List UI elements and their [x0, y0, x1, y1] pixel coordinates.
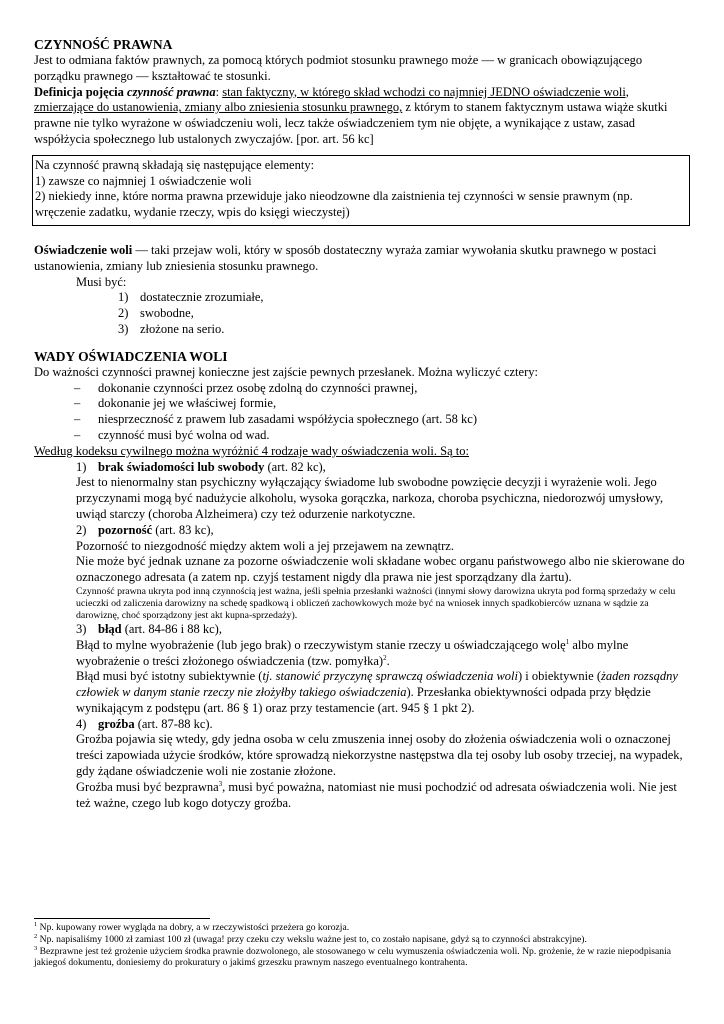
footnote: $^3$ Bezprawne jest też grożenie użyciem środka prawnie dozwolonego, ale stosowanego w celu wymuszenia oświadczenia woli. Np. grożenie, że w razie niepodpisania jakiegoś dokumentu, doniesiemy do prokuratury o jakimś grzeszku prawnym naszego eventualnego kontrahenta. — [34, 944, 671, 969]
list-item: – dokonanie czynności przez osobę zdolną do czynności prawnej, — [74, 380, 418, 395]
definition-term: czynność prawna — [127, 84, 216, 99]
list-item: 2) swobodne, — [118, 306, 194, 321]
list-item: – dokonanie jej we właściwej formie, — [74, 396, 277, 411]
footnotes — [34, 922, 684, 969]
list-item: 3) złożone na serio. — [118, 321, 225, 336]
defect-text: Nie może być jednak uznane za pozorne oświadczenie woli składane wobec organu państwowego albo nie skierowane do oznaczonego adresata (a zatem np. czyjś testament nigdy dla prawa nie jest sporządzany dla żartu). — [76, 554, 685, 585]
document-page — [34, 36, 690, 811]
footnote-ref: 3 — [218, 779, 223, 788]
elements-box: Na czynność prawną składają się następujące elementy: 1) zawsze co najmniej 1 oświadczenie woli 2) niekiedy inne, które norma prawna przewiduje jako nieodzowne dla zaistnienia tej czynności w sensie prawnym (np. wręczenie zadatku, wydanie rzeczy, wpis do księgi wieczystej) — [32, 155, 690, 226]
defect-heading: 3) błąd (art. 84-86 i 88 kc), — [76, 621, 222, 636]
definition-label: Definicja pojęcia — [34, 84, 128, 99]
list-item: 1) dostatecznie zrozumiałe, — [118, 290, 264, 305]
defect-heading: 2) pozorność (art. 83 kc), — [76, 522, 214, 537]
defect-text: Groźba musi być bezprawna$^3$, musi być poważna, natomiast nie musi pochodzić od adresata oświadczenia woli. Nie jest też ważne, czego lub kogo dotyczy groźba. — [76, 779, 677, 810]
definition-underlined: stan faktyczny, w którego skład wchodzi co najmniej JEDNO oświadczenie woli, zmierzające do ustanowienia, zmiany albo zniesienia stosunku prawnego, — [34, 84, 629, 115]
conditions-list — [34, 381, 690, 444]
footnote-ref: 1 — [565, 637, 570, 646]
label: Musi być: — [76, 274, 127, 289]
defect-heading: 4) groźba (art. 87-88 kc). — [76, 716, 213, 731]
footnote-separator — [34, 918, 210, 919]
footnote-ref: 2 — [383, 653, 387, 662]
definition-paragraph: Definicja pojęcia czynność prawna: stan faktyczny, w którego skład wchodzi co najmniej JEDNO oświadczenie woli, zmierzające do ustanowienia, zmiany albo zniesienia stosunku prawnego, z którym to stanem faktycznym ustawa wiąże skutki prawne nie tylko wyrażone w oświadczeniu woli, lecz także oświadczeniem tym nie objęte, a wynikające z ustaw, zasad współżycia społecznego lub ustalonych zwyczajów. [por. art. 56 kc] — [34, 84, 668, 146]
defect-text: Błąd musi być istotny subiektywnie (tj. stanowić przyczynę sprawczą oświadczenia woli) i obiektywnie (żaden rozsądny człowiek w danym stanie rzeczy nie złożyłby takiego oświadczenia). Przesłanka obiektywności odpada przy błędzie wynikającym z podstępu (art. 86 § 1) oraz przy testamencie (art. 945 § 1 pkt 2). — [76, 669, 678, 715]
paragraph: Według kodeksu cywilnego można wyróżnić 4 rodzaje wady oświadczenia woli. Są to: — [34, 443, 469, 458]
defect-text: Jest to nienormalny stan psychiczny wyłączający świadome lub swobodne powzięcie decyzji i wyrażenie woli. Jego przyczynami mogą być nadużycie alkoholu, wysoka gorączka, narkoza, choroba psychiczna, niedorozwój umysłowy, uwiąd starczy (choroba Alzheimera) czy też odurzenie narkotyczne. — [76, 475, 664, 521]
footnote: $^1$ Np. kupowany rower wygląda na dobry, a w rzeczywistości przeżera go korozja. — [34, 920, 350, 933]
term: Oświadczenie woli — [34, 242, 133, 257]
paragraph: Jest to odmiana faktów prawnych, za pomocą których podmiot stosunku prawnego może — w granicach obowiązującego porządku prawnego — kształtować te stosunki. — [34, 53, 643, 83]
list-item: – czynność musi być wolna od wad. — [74, 427, 270, 442]
defect-note: Czynność prawna ukryta pod inną czynnością jest ważna, jeśli spełnia przesłanki ważności (innymi słowy darowizna ukryta pod formą sprzedaży w celu ucieczki od zaliczenia darowizny na schedę spadkową i obliczeń zachowkowych może być na wniosek innych spadkobierców uznana w sądzie za darowiznę, choć sporządzony jest akt kupna-sprzedaży). — [76, 585, 676, 621]
defect-text: Błąd to mylne wyobrażenie (lub jego brak) o rzeczywistym stanie rzeczy u oświadczającego wolę$^1$ albo mylne wyobrażenie o treści złożonego oświadczenia (tzw. pomyłka)$^2$. — [76, 637, 629, 668]
defect-text: Pozorność to niezgodność między aktem woli a jej przejawem na zewnątrz. — [76, 538, 454, 553]
definition-paragraph: Oświadczenie woli — taki przejaw woli, który w sposób dostateczny wyraża zamiar wywołania skutku prawnego w postaci ustanowienia, zmiany lub zniesienia stosunku prawnego. — [34, 242, 657, 273]
numbered-list — [34, 290, 690, 337]
section-title: WADY OŚWIADCZENIA WOLI — [34, 348, 228, 364]
section-title: CZYNNOŚĆ PRAWNA — [34, 37, 173, 52]
paragraph: Do ważności czynności prawnej konieczne jest zajście pewnych przesłanek. Można wyliczyć cztery: — [34, 364, 538, 379]
defect-text: Groźba pojawia się wtedy, gdy jedna osoba w celu zmuszenia innej osoby do złożenia oświadczenia woli o oznaczonej treści zapowiada użycie środków, które sprowadzą niekorzystne następstwa dla tej osoby lub osoby trzeciej, na wypadek, gdy żądane oświadczenie woli nie zostanie złożone. — [76, 732, 683, 779]
defects-list — [34, 460, 690, 812]
list-item: – niesprzeczność z prawem lub zasadami współżycia społecznego (art. 58 kc) — [74, 412, 478, 427]
footnote: $^2$ Np. napisaliśmy 1000 zł zamiast 100 zł (uwaga! przy czeku czy wekslu ważne jest to, co zostało napisane, gdyż są to czynności abstrakcyjne). — [34, 932, 587, 945]
defect-heading: 1) brak świadomości lub swobody (art. 82 kc), — [76, 459, 326, 474]
